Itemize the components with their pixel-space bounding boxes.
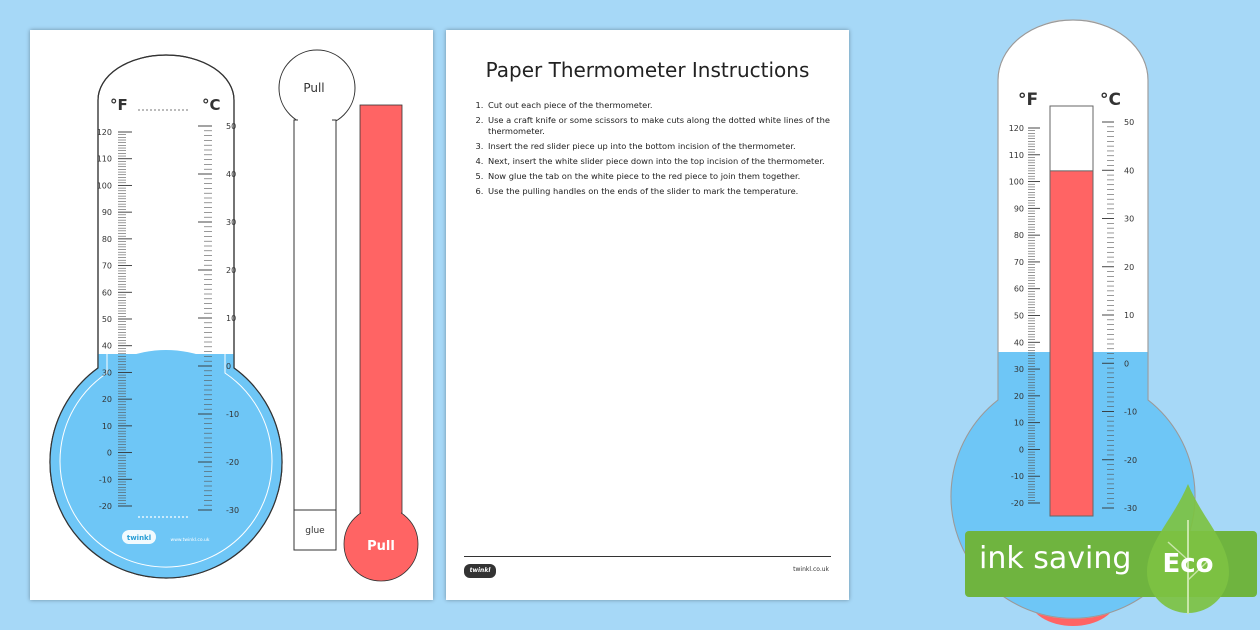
fahrenheit-scale-label: 110 xyxy=(96,154,112,164)
preview-celsius-scale-label: 50 xyxy=(1124,118,1135,127)
preview-celsius-scale-label: 0 xyxy=(1124,359,1130,369)
thermometer-cutout-sheet xyxy=(30,30,433,600)
fahrenheit-scale-label: -20 xyxy=(98,502,112,511)
preview-fahrenheit-scale-label: 10 xyxy=(1013,418,1024,428)
fahrenheit-scale-label: 120 xyxy=(96,128,112,137)
fahrenheit-scale-label: -10 xyxy=(98,475,112,485)
fahrenheit-scale-label: 90 xyxy=(101,208,112,218)
eco-label: Eco xyxy=(1162,549,1214,579)
fahrenheit-scale-label: 70 xyxy=(101,261,112,271)
preview-fahrenheit-scale-label: 30 xyxy=(1013,365,1024,375)
preview-fahrenheit-scale-label: 110 xyxy=(1008,150,1024,160)
preview-fahrenheit-scale-label: 100 xyxy=(1008,177,1024,187)
celsius-scale-label: 0 xyxy=(226,362,232,371)
fahrenheit-scale-label: 20 xyxy=(101,395,112,405)
fahrenheit-scale-label: 30 xyxy=(101,368,112,378)
instruction-step: 3. Insert the red slider piece up into the bottom incision of the thermometer. xyxy=(486,141,836,152)
preview-mercury xyxy=(1050,171,1093,516)
instruction-step: 6. Use the pulling handles on the ends of the slider to mark the temperature. xyxy=(486,186,836,197)
celsius-scale-label: 40 xyxy=(226,170,237,179)
preview-fahrenheit-scale-label: 70 xyxy=(1013,257,1024,267)
celsius-scale-label: 50 xyxy=(226,122,237,131)
preview-celsius-scale-label: 10 xyxy=(1124,311,1135,320)
preview-fahrenheit-scale-label: -10 xyxy=(1010,472,1024,482)
instructions-title: Paper Thermometer Instructions xyxy=(485,58,810,82)
fahrenheit-scale-label: 10 xyxy=(101,421,112,431)
fahrenheit-label: °F xyxy=(110,96,128,114)
preview-celsius-scale-label: -30 xyxy=(1124,504,1138,513)
preview-celsius-scale-label: 30 xyxy=(1124,214,1135,224)
celsius-scale-label: 20 xyxy=(226,266,237,275)
instructions-sheet xyxy=(446,30,849,600)
fahrenheit-scale-label: 100 xyxy=(96,181,112,191)
preview-fahrenheit-scale-label: 0 xyxy=(1018,445,1024,455)
white-slider-strip xyxy=(294,120,336,550)
celsius-label: °C xyxy=(202,96,221,114)
instruction-step: 5. Now glue the tab on the white piece to the red piece to join them together. xyxy=(486,171,836,182)
preview-celsius-label: °C xyxy=(1100,90,1121,110)
instruction-step: 2. Use a craft knife or some scissors to make cuts along the dotted white lines of the thermometer. xyxy=(486,115,836,137)
ink-saving-text: ink saving xyxy=(979,541,1132,576)
preview-fahrenheit-scale-label: 60 xyxy=(1013,284,1024,294)
instruction-step: 4. Next, insert the white slider piece down into the top incision of the thermometer. xyxy=(486,156,836,167)
twinkl-logo: twinkl xyxy=(126,534,152,542)
celsius-scale-label: -20 xyxy=(226,458,240,467)
red-slider-strip xyxy=(360,105,402,525)
footer-divider xyxy=(464,556,831,557)
fahrenheit-scale-label: 80 xyxy=(101,234,112,244)
preview-fahrenheit-scale-label: 50 xyxy=(1013,311,1024,321)
preview-fahrenheit-label: °F xyxy=(1018,90,1039,110)
preview-celsius-scale-label: 40 xyxy=(1124,166,1135,176)
twinkl-url: www.twinkl.co.uk xyxy=(170,538,210,543)
preview-fahrenheit-scale-label: 80 xyxy=(1013,231,1024,241)
glue-label: glue xyxy=(305,526,325,536)
pull-top-label: Pull xyxy=(303,81,325,95)
fahrenheit-scale-label: 40 xyxy=(101,341,112,351)
thermometer-cutout-drawing xyxy=(30,30,433,600)
preview-celsius-scale-label: 20 xyxy=(1124,262,1135,272)
fahrenheit-scale-label: 50 xyxy=(101,315,112,324)
preview-fahrenheit-scale-label: 20 xyxy=(1013,391,1024,401)
preview-fahrenheit-scale-label: 120 xyxy=(1008,124,1024,133)
preview-fahrenheit-scale-label: 40 xyxy=(1013,338,1024,348)
instructions-list xyxy=(474,100,836,201)
footer-logo: twinkl xyxy=(464,564,496,578)
instruction-step: 1. Cut out each piece of the thermometer. xyxy=(486,100,836,111)
preview-fahrenheit-scale-label: -20 xyxy=(1010,499,1024,508)
pull-bottom-label: Pull xyxy=(367,539,395,554)
fahrenheit-scale-label: 0 xyxy=(106,448,112,458)
fahrenheit-scale-label: 60 xyxy=(101,288,112,298)
celsius-scale-label: -10 xyxy=(226,410,240,419)
celsius-scale-label: 30 xyxy=(226,218,237,227)
celsius-scale-label: 10 xyxy=(226,314,237,323)
celsius-scale-label: -30 xyxy=(226,506,240,515)
preview-celsius-scale-label: -20 xyxy=(1124,455,1138,465)
preview-fahrenheit-scale-label: 90 xyxy=(1013,204,1024,214)
footer-url: twinkl.co.uk xyxy=(793,566,829,573)
preview-celsius-scale-label: -10 xyxy=(1124,407,1138,417)
eco-drop-icon xyxy=(1143,480,1233,620)
